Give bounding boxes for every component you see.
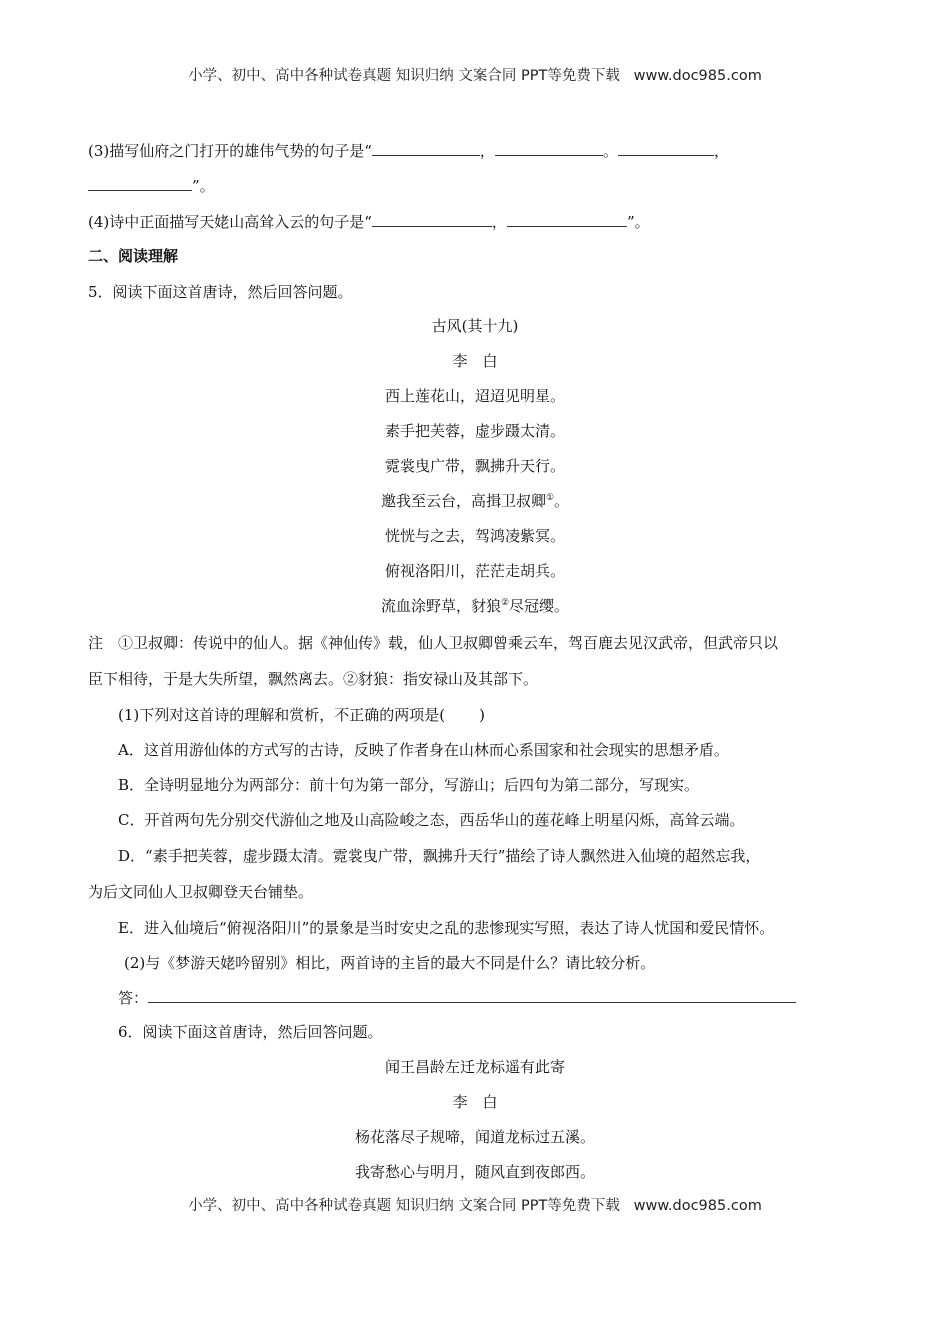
answer-blank[interactable]: [88, 176, 192, 191]
poem-author: 李 白: [452, 352, 498, 370]
q3-prefix: (3)描写仙府之门打开的雄伟气势的句子是“: [88, 142, 372, 160]
sub1-prompt: (1)下列对这首诗的理解和赏析，不正确的两项是(: [118, 706, 446, 724]
q4-prefix: (4)诗中正面描写天姥山高耸入云的句子是“: [88, 213, 372, 231]
poem-line: 西上莲花山，迢迢见明星。: [384, 387, 565, 405]
note-line: 臣下相待，于是大失所望，飘然离去。②豺狼：指安禄山及其部下。: [88, 670, 539, 688]
note-marker: ②: [500, 598, 510, 608]
option-b: B．全诗明显地分为两部分：前十句为第一部分，写游山；后四句为第二部分，写现实。: [118, 776, 700, 794]
header-url: www.doc985.com: [633, 68, 762, 84]
sub1-close: ): [479, 706, 485, 724]
poem-line-end: 尽冠缨。: [509, 597, 570, 615]
answer-blank[interactable]: [618, 141, 714, 156]
question-4: [88, 212, 650, 232]
q6-intro: 6．阅读下面这首唐诗，然后回答问题。: [118, 1023, 383, 1041]
note-line: 注 ①卫叔卿：传说中的仙人。据《神仙传》载，仙人卫叔卿曾乘云车，驾百鹿去见汉武帝，但武帝只以: [88, 634, 779, 652]
q5-intro: 5．阅读下面这首唐诗，然后回答问题。: [88, 283, 353, 301]
note-marker: ①: [545, 493, 555, 503]
q3-close: ”。: [192, 177, 215, 195]
poem-title: 古风(其十九): [431, 317, 519, 335]
question-3-cont: [88, 176, 215, 196]
answer-blank[interactable]: [148, 988, 796, 1003]
poem-line: 杨花落尽子规啼，闻道龙标过五溪。: [354, 1128, 595, 1146]
question-3: [88, 141, 729, 161]
poem-title: 闻王昌龄左迁龙标遥有此寄: [384, 1058, 565, 1076]
sub-question-2: (2)与《梦游天姥吟留别》相比，两首诗的主旨的最大不同是什么？请比较分析。: [124, 954, 656, 972]
poem-line: 霓裳曳广带，飘拂升天行。: [384, 457, 565, 475]
option-e: E．进入仙境后“俯视洛阳川”的景象是当时安史之乱的悲惨现实写照，表达了诗人忧国和爱民情怀。: [118, 919, 775, 937]
section-title: 二、阅读理解: [88, 247, 179, 265]
answer-blank[interactable]: [507, 212, 627, 227]
footer-url: www.doc985.com: [633, 1198, 762, 1214]
page-footer: [0, 1196, 950, 1216]
answer-line: [118, 988, 796, 1008]
poem-line: 邀我至云台，高揖卫叔卿: [380, 492, 546, 510]
option-c: C．开首两句先分别交代游仙之地及山高险峻之态，西岳华山的莲花峰上明星闪烁，高耸云端。: [118, 811, 745, 829]
poem-line: 流血涂野草，豺狼: [380, 597, 501, 615]
option-d-cont: 为后文同仙人卫叔卿登天台铺垫。: [88, 883, 314, 901]
answer-blank[interactable]: [495, 141, 603, 156]
poem-line-with-note: [0, 596, 950, 616]
poem-line: 俯视洛阳川，茫茫走胡兵。: [384, 562, 565, 580]
header-text: 小学、初中、高中各种试卷真题 知识归纳 文案合同 PPT等免费下载: [188, 68, 620, 84]
poem-line-end: 。: [554, 492, 570, 510]
q4-comma: ，: [491, 213, 507, 231]
sub-question-1: [118, 705, 485, 725]
option-d: D．“素手把芙蓉，虚步蹑太清。霓裳曳广带，飘拂升天行”描绘了诗人飘然进入仙境的超然忘我，: [118, 847, 761, 865]
poem-line: 我寄愁心与明月，随风直到夜郎西。: [354, 1163, 595, 1181]
q3-period: 。: [602, 142, 618, 160]
footer-text: 小学、初中、高中各种试卷真题 知识归纳 文案合同 PPT等免费下载: [188, 1198, 620, 1214]
q4-close: ”。: [626, 213, 650, 231]
option-a: A．这首用游仙体的方式写的古诗，反映了作者身在山林而心系国家和社会现实的思想矛盾。: [118, 741, 729, 759]
q3-comma1: ，: [479, 142, 495, 160]
q3-comma2: ，: [713, 142, 729, 160]
answer-label: 答：: [118, 989, 149, 1007]
poem-line: 素手把芙蓉，虚步蹑太清。: [384, 422, 565, 440]
answer-blank[interactable]: [372, 141, 480, 156]
answer-blank[interactable]: [372, 212, 492, 227]
page-header: [0, 66, 950, 86]
poem-line-with-note: [0, 491, 950, 511]
poem-author: 李 白: [452, 1093, 498, 1111]
poem-line: 恍恍与之去，驾鸿凌紫冥。: [384, 527, 565, 545]
